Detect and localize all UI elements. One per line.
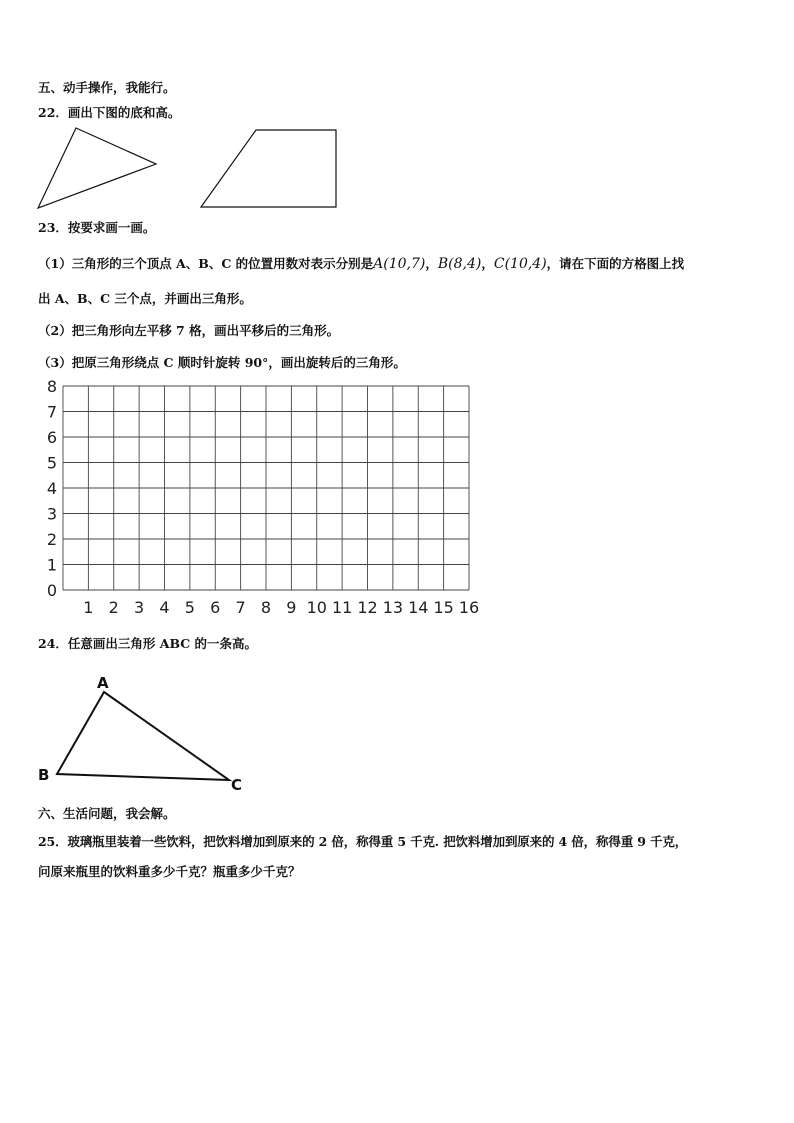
question-25-line2: 问原来瓶里的饮料重多少千克？瓶重多少千克？ [38,864,301,879]
question-22-text: 22．画出下图的底和高。 [38,105,181,120]
grid-x-label: 8 [260,598,272,617]
grid-y-label: 6 [46,428,57,447]
grid-x-label: 7 [235,598,246,617]
grid-x-label: 12 [357,598,378,617]
section-six-heading: 六、生活问题，我会解。 [38,806,176,821]
grid-x-label: 10 [306,598,327,617]
grid-y-label: 8 [46,377,57,396]
grid-y-label: 5 [46,453,57,473]
question-23-part1-line2: 出 A、B、C 三个点，并画出三角形。 [38,291,252,306]
grid-x-label: 9 [286,598,297,617]
grid-x-label: 3 [134,598,145,617]
question-24-text: 24．任意画出三角形 ABC 的一条高。 [38,636,258,651]
grid-x-label: 13 [382,598,404,617]
question-23-part3: （3）把原三角形绕点 C 顺时针旋转 90°，画出旋转后的三角形。 [38,355,406,370]
q23-sep-2: ， [481,256,494,271]
grid-x-label: 1 [83,598,94,617]
grid-y-label: 2 [46,530,57,549]
question-23-part2: （2）把三角形向左平移 7 格，画出平移后的三角形。 [38,323,340,338]
section-five-heading: 五、动手操作，我能行。 [38,80,176,95]
grid-x-label: 4 [159,598,170,617]
grid-x-label: 6 [210,598,221,617]
grid-y-label: 4 [46,479,57,498]
grid-x-label: 11 [331,598,353,617]
q24-triangle [57,692,229,780]
point-c-coord: C(10,4) [493,256,547,272]
grid-x-label: 15 [433,598,454,617]
question-25-line1: 25．玻璃瓶里装着一些饮料，把饮料增加到原来的 2 倍，称得重 5 千克. 把饮料增加到原来的 4 倍，称得重 9 千克， [38,834,688,849]
q24-label-a: A [97,674,109,692]
grid-x-label: 5 [184,598,195,617]
grid-y-label: 0 [46,581,57,600]
q24-label-c: C [231,776,243,794]
grid-y-label: 1 [46,555,57,575]
point-b-coord: B(8,4) [437,256,482,272]
q23-sep-1: ， [425,256,438,271]
grid-x-label: 2 [108,598,119,617]
grid-x-label: 16 [458,598,480,617]
grid-y-label: 3 [46,504,57,524]
question-23-title: 23．按要求画一画。 [38,220,156,235]
point-a-coord: A(10,7) [373,256,426,272]
grid-x-label: 14 [408,598,429,617]
q23-part1-prefix: （1）三角形的三个顶点 A、B、C 的位置用数对表示分别是 [38,256,374,271]
grid-y-label: 7 [46,402,57,422]
q24-label-b: B [38,766,50,784]
q23-part1-suffix: ，请在下面的方格图上找 [546,256,685,271]
